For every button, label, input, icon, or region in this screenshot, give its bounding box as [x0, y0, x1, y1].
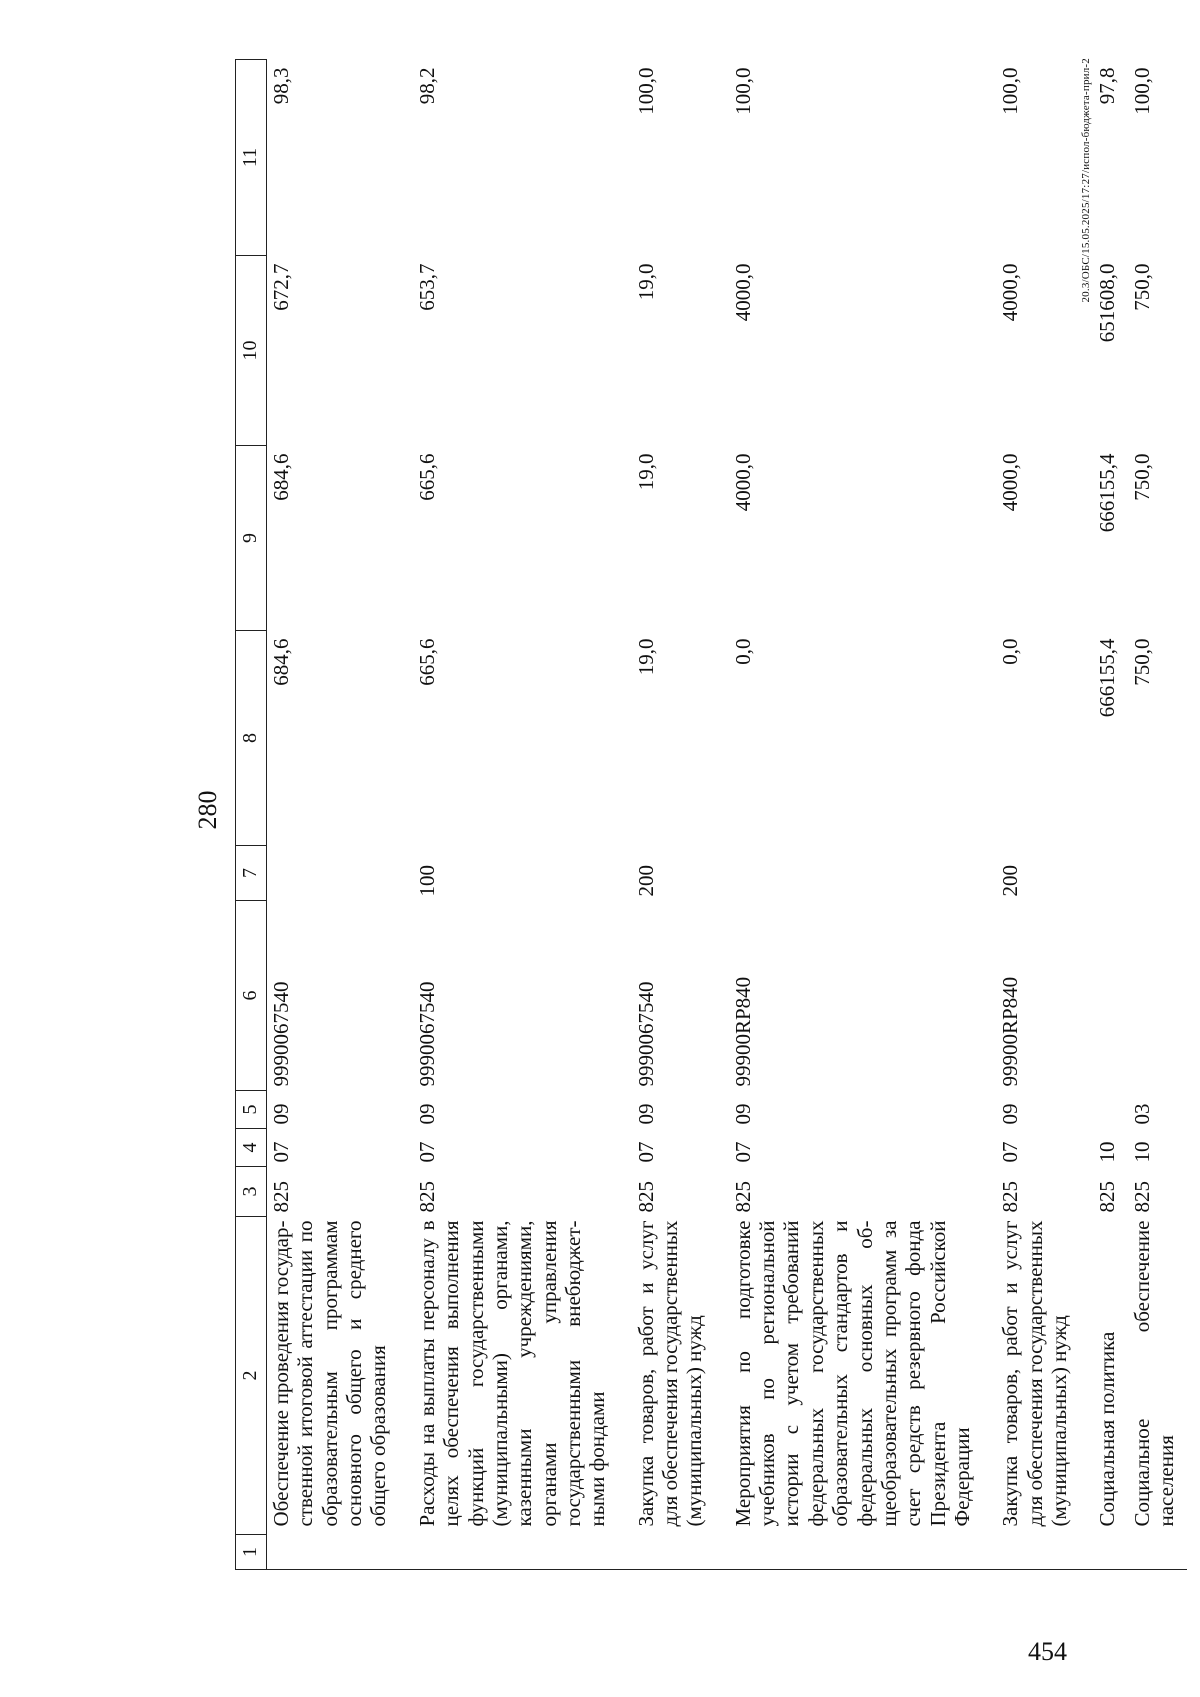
value-col10: 672,7	[269, 263, 293, 311]
pr-code: 09	[414, 1103, 439, 1125]
value-col10: 4000,0	[998, 263, 1023, 322]
value-col10: 4000,0	[730, 263, 755, 322]
rz-code: 07	[998, 1141, 1023, 1163]
vr-code	[1093, 846, 1127, 901]
row-name: Обеспечение проведения государственной итоговой аттестации по образовательным программам основного общего и среднего общего образования	[269, 1220, 391, 1527]
table-row	[1093, 60, 1127, 1570]
vr-code: 100	[414, 865, 439, 897]
column-header: 9	[236, 446, 267, 631]
rz-code: 10	[1095, 1141, 1120, 1163]
table-row	[729, 60, 997, 1570]
vr-code	[729, 846, 997, 901]
row-name: Социальная политика	[1095, 1331, 1120, 1527]
value-col10: 651608,0	[1095, 263, 1120, 343]
csr-code: 9990067540	[269, 981, 293, 1087]
value-col11: 98,3	[269, 67, 293, 105]
value-col8: 750,0	[1129, 638, 1154, 686]
vr-code	[267, 846, 413, 901]
row-name: Закупка товаров, работ и услуг для обеспечения государственных (муниципальных) нужд	[998, 1220, 1072, 1527]
document-footer-code: 20.3/ОБС/15.05.2025/17:27/испол-бюджета-прил-2	[1080, 58, 1092, 303]
rz-code: 07	[633, 1141, 658, 1163]
table-row	[267, 60, 413, 1570]
pr-code: 09	[269, 1103, 293, 1125]
rotated-table-area	[145, 50, 1179, 1570]
vr-code: 200	[633, 865, 658, 897]
pr-code	[1093, 1091, 1127, 1129]
value-col8: 0,0	[730, 638, 755, 665]
row-name: Расходы на выплаты персоналу в целях обеспечения выполнения функций государственными (муниципальными) органами, казенными учреждениями, органами управления государственными внебюджетными фондами	[414, 1220, 610, 1527]
value-col11: 100,0	[730, 67, 755, 115]
value-col11: 100,0	[998, 67, 1023, 115]
column-header: 11	[236, 60, 267, 256]
ved-code: 825	[1095, 1181, 1120, 1213]
value-col9: 4000,0	[730, 453, 755, 512]
row-indent-cell	[632, 1535, 729, 1570]
value-col11: 100,0	[633, 67, 658, 115]
csr-code: 99900RP840	[730, 976, 755, 1087]
ved-code: 825	[1129, 1181, 1154, 1213]
ved-code: 825	[998, 1181, 1023, 1213]
budget-table	[235, 59, 1187, 1570]
csr-code	[1093, 901, 1127, 1091]
row-indent-cell	[413, 1535, 632, 1570]
table-row	[632, 60, 729, 1570]
ved-code: 825	[414, 1181, 439, 1213]
rz-code: 07	[414, 1141, 439, 1163]
rz-code: 07	[730, 1141, 755, 1163]
value-col8: 19,0	[633, 638, 658, 676]
row-name: Социальное обеспечение населения	[1129, 1220, 1179, 1527]
csr-code	[1128, 901, 1187, 1091]
vr-code	[1128, 846, 1187, 901]
column-header: 7	[236, 846, 267, 901]
value-col8: 684,6	[269, 638, 293, 686]
row-indent-cell	[1128, 1535, 1187, 1570]
value-col8: 665,6	[414, 638, 439, 686]
column-header: 1	[236, 1535, 267, 1570]
value-col11: 97,8	[1095, 67, 1120, 105]
column-header: 8	[236, 631, 267, 846]
value-col10: 750,0	[1129, 263, 1154, 311]
value-col9: 19,0	[633, 453, 658, 491]
column-header: 5	[236, 1091, 267, 1129]
column-header: 4	[236, 1129, 267, 1167]
column-number-header	[236, 60, 267, 1570]
column-header: 2	[236, 1217, 267, 1535]
value-col10: 653,7	[414, 263, 439, 311]
value-col11: 100,0	[1129, 67, 1154, 115]
vr-code: 200	[998, 865, 1023, 897]
value-col8: 666155,4	[1095, 638, 1120, 718]
csr-code: 99900RP840	[998, 976, 1023, 1087]
column-header: 6	[236, 901, 267, 1091]
pr-code: 03	[1129, 1103, 1154, 1125]
pr-code: 09	[998, 1103, 1023, 1125]
pr-code: 09	[730, 1103, 755, 1125]
value-col9: 750,0	[1129, 453, 1154, 501]
table-row	[996, 60, 1093, 1570]
row-indent-cell	[996, 1535, 1093, 1570]
value-col11: 98,2	[414, 67, 439, 105]
column-header: 3	[236, 1167, 267, 1217]
value-col9: 666155,4	[1095, 453, 1120, 533]
table-row	[1128, 60, 1187, 1570]
csr-code: 9990067540	[633, 981, 658, 1087]
page-number: 280	[193, 790, 222, 830]
row-name: Мероприятия по подготовке учебников по региональной истории с учетом требований федеральных государственных образовательных стандартов и федеральных основных общеобразовательных программ за счет средств резервного фонда Президента Российской Федерации	[730, 1220, 974, 1527]
bottom-page-number: 454	[1028, 1637, 1067, 1666]
row-indent-cell	[729, 1535, 997, 1570]
value-col8: 0,0	[998, 638, 1023, 665]
rz-code: 10	[1129, 1141, 1154, 1163]
value-col10: 19,0	[633, 263, 658, 301]
value-col9: 4000,0	[998, 453, 1023, 512]
value-col9: 684,6	[269, 453, 293, 501]
ved-code: 825	[269, 1181, 293, 1213]
row-indent-cell	[267, 1535, 413, 1570]
ved-code: 825	[730, 1181, 755, 1213]
value-col9: 665,6	[414, 453, 439, 501]
row-indent-cell	[1093, 1535, 1127, 1570]
column-header: 10	[236, 256, 267, 446]
ved-code: 825	[633, 1181, 658, 1213]
pr-code: 09	[633, 1103, 658, 1125]
table-row	[413, 60, 632, 1570]
csr-code: 9990067540	[414, 981, 439, 1087]
row-name: Закупка товаров, работ и услуг для обеспечения государственных (муниципальных) нужд	[633, 1220, 707, 1527]
rz-code: 07	[269, 1141, 293, 1163]
